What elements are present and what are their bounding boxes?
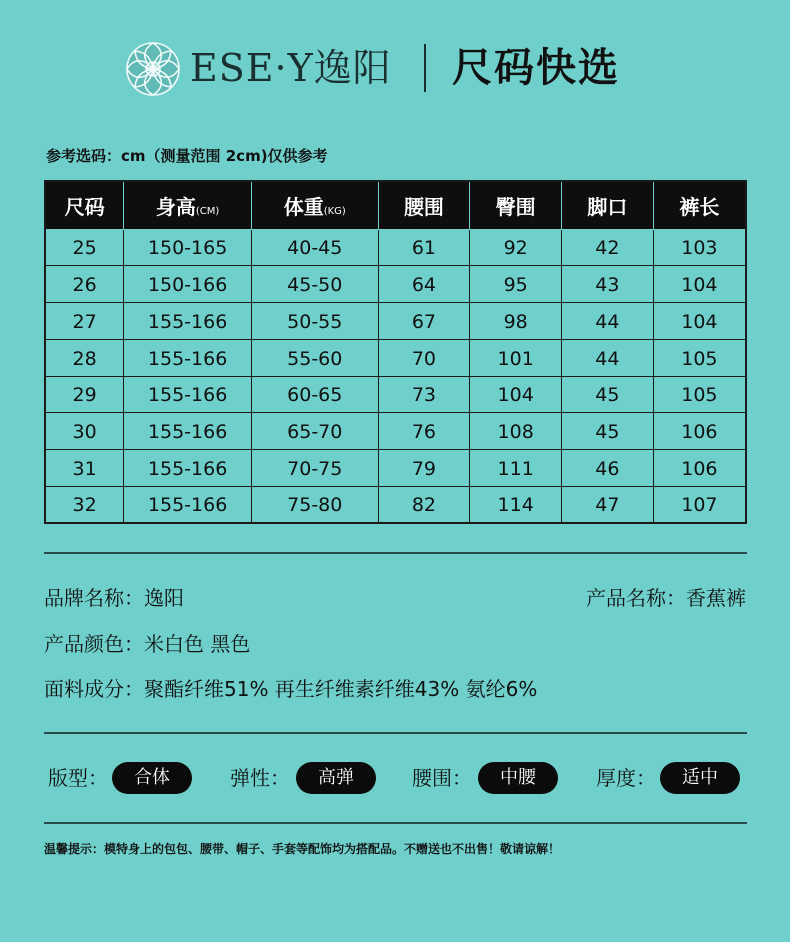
table-cell: 61 — [378, 229, 470, 266]
table-row — [45, 486, 746, 523]
table-cell: 92 — [470, 229, 562, 266]
spec-label-thickness: 厚度： — [596, 766, 656, 790]
table-cell: 67 — [378, 303, 470, 340]
table-row — [45, 339, 746, 376]
table-cell: 95 — [470, 266, 562, 303]
table-cell: 32 — [45, 486, 124, 523]
table-cell: 155-166 — [124, 486, 252, 523]
spec-pill-thickness: 适中 — [660, 762, 740, 794]
column-header-unit: (KG) — [323, 205, 346, 217]
table-cell: 75-80 — [251, 486, 378, 523]
header — [0, 36, 790, 100]
divider — [44, 552, 747, 554]
column-header-label: 腰围 — [403, 194, 444, 219]
table-cell: 150-165 — [124, 229, 252, 266]
table-row — [45, 229, 746, 266]
table-cell: 44 — [562, 339, 654, 376]
table-cell: 40-45 — [251, 229, 378, 266]
column-header — [378, 181, 470, 229]
table-cell: 55-60 — [251, 339, 378, 376]
warm-tip: 温馨提示：模特身上的包包、腰带、帽子、手套等配饰均为搭配品。不赠送也不出售！敬请谅解！ — [44, 842, 561, 856]
table-header-row — [45, 181, 746, 229]
column-header — [45, 181, 124, 229]
table-cell: 65-70 — [251, 413, 378, 450]
table-cell: 150-166 — [124, 266, 252, 303]
fabric-info: 面料成分：聚酯纤维51% 再生纤维素纤维43% 氨纶6% — [44, 677, 538, 701]
spec-row — [0, 760, 790, 800]
table-cell: 155-166 — [124, 450, 252, 487]
table-cell: 105 — [653, 339, 746, 376]
table-cell: 45 — [562, 413, 654, 450]
camellia-logo-icon — [124, 40, 182, 98]
table-cell: 98 — [470, 303, 562, 340]
table-row — [45, 266, 746, 303]
table-cell: 155-166 — [124, 303, 252, 340]
table-cell: 106 — [653, 450, 746, 487]
table-cell: 64 — [378, 266, 470, 303]
table-cell: 26 — [45, 266, 124, 303]
table-cell: 105 — [653, 376, 746, 413]
page-title: 尺码快选 — [452, 45, 620, 91]
table-cell: 155-166 — [124, 376, 252, 413]
column-header-label: 体重 — [283, 194, 324, 219]
table-cell: 106 — [653, 413, 746, 450]
product-colors-info: 产品颜色：米白色 黑色 — [44, 632, 251, 656]
column-header-label: 臀围 — [495, 194, 536, 219]
column-header-label: 身高 — [155, 194, 196, 219]
table-cell: 30 — [45, 413, 124, 450]
table-cell: 50-55 — [251, 303, 378, 340]
table-cell: 101 — [470, 339, 562, 376]
table-cell: 104 — [653, 266, 746, 303]
brand-name-info: 品牌名称：逸阳 — [44, 586, 184, 610]
spec-pill-waist: 中腰 — [478, 762, 558, 794]
column-header — [653, 181, 746, 229]
table-cell: 104 — [470, 376, 562, 413]
table-cell: 45 — [562, 376, 654, 413]
size-table — [44, 180, 747, 524]
table-cell: 44 — [562, 303, 654, 340]
spec-label-fit: 版型： — [48, 766, 108, 790]
table-cell: 73 — [378, 376, 470, 413]
table-cell: 108 — [470, 413, 562, 450]
table-cell: 42 — [562, 229, 654, 266]
table-row — [45, 450, 746, 487]
spec-pill-fit: 合体 — [112, 762, 192, 794]
table-cell: 60-65 — [251, 376, 378, 413]
table-cell: 107 — [653, 486, 746, 523]
table-cell: 27 — [45, 303, 124, 340]
table-cell: 43 — [562, 266, 654, 303]
brand-logo-text: ESE·Y逸阳 — [190, 46, 392, 90]
table-cell: 25 — [45, 229, 124, 266]
table-cell: 70 — [378, 339, 470, 376]
column-header — [251, 181, 378, 229]
column-header-label: 尺码 — [64, 194, 105, 219]
table-cell: 104 — [653, 303, 746, 340]
table-cell: 31 — [45, 450, 124, 487]
table-cell: 29 — [45, 376, 124, 413]
table-cell: 76 — [378, 413, 470, 450]
spec-label-waist: 腰围： — [412, 766, 472, 790]
column-header-label: 脚口 — [587, 194, 628, 219]
divider — [44, 822, 747, 824]
table-cell: 28 — [45, 339, 124, 376]
table-cell: 111 — [470, 450, 562, 487]
spec-pill-elasticity: 高弹 — [296, 762, 376, 794]
table-row — [45, 376, 746, 413]
table-row — [45, 413, 746, 450]
spec-label-elasticity: 弹性： — [230, 766, 290, 790]
reference-note: 参考选码：cm（测量范围 2cm)仅供参考 — [46, 147, 328, 165]
column-header-label: 裤长 — [679, 194, 720, 219]
divider — [44, 732, 747, 734]
product-name-info: 产品名称：香蕉裤 — [586, 586, 746, 610]
table-cell: 70-75 — [251, 450, 378, 487]
table-cell: 155-166 — [124, 339, 252, 376]
table-cell: 114 — [470, 486, 562, 523]
table-cell: 46 — [562, 450, 654, 487]
table-cell: 155-166 — [124, 413, 252, 450]
header-divider — [424, 44, 426, 92]
table-cell: 103 — [653, 229, 746, 266]
column-header — [124, 181, 252, 229]
column-header — [470, 181, 562, 229]
column-header — [562, 181, 654, 229]
table-cell: 47 — [562, 486, 654, 523]
table-cell: 79 — [378, 450, 470, 487]
table-cell: 45-50 — [251, 266, 378, 303]
table-row — [45, 303, 746, 340]
table-cell: 82 — [378, 486, 470, 523]
column-header-unit: (CM) — [195, 205, 220, 217]
